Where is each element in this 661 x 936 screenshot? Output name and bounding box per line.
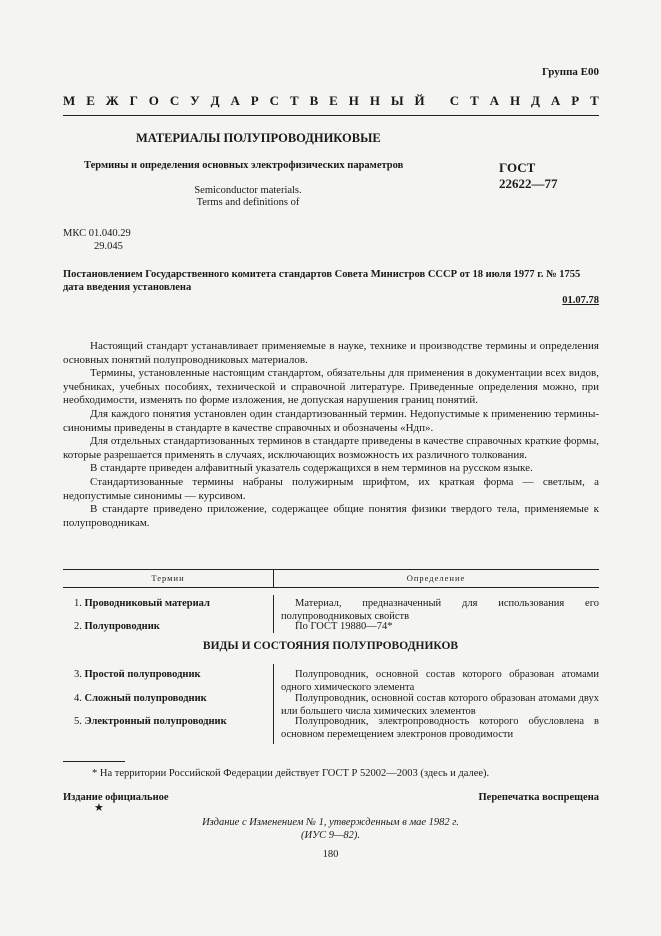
- table-row-definition: Полупроводник, основной состав которого образован атомами двух или большего числа химических элементов: [281, 693, 599, 717]
- paragraph: Для отдельных стандартизованных терминов в стандарте приведены в качестве справочных краткие формы, которые разрешается применять в случаях, исключающих возможность их различного толкования.: [63, 435, 599, 461]
- table-row-term: 4. Сложный полупроводник: [74, 693, 207, 704]
- decree-line2: дата введения установлена: [63, 282, 192, 293]
- banner-letter: Ж: [105, 93, 119, 108]
- gost-label: ГОСТ: [499, 160, 536, 175]
- header-divider: [273, 569, 274, 587]
- decree-line1: Постановлением Государственного комитета стандартов Совета Министров СССР от 18 июля 1977 г. № 1755: [63, 269, 581, 280]
- table-row-definition: Материал, предназначенный для использования его полупроводниковых свойств: [281, 598, 599, 622]
- banner-letter: Т: [590, 93, 599, 108]
- banner-gap: [436, 93, 439, 109]
- reprint-prohibited: Перепечатка воспрещена: [478, 792, 599, 803]
- banner-letter: У: [190, 93, 200, 108]
- edition-line2: (ИУС 9—82).: [301, 830, 360, 841]
- table-row-term: 5. Электронный полупроводник: [74, 716, 227, 727]
- banner-rule: [63, 115, 599, 116]
- gost-number: 22622—77: [499, 176, 558, 191]
- paragraph: Для каждого понятия установлен один стандартизованный термин. Недопустимые к применению термины-синонимы приведены в стандарте в качестве справочных и обозначены «Ндп».: [63, 407, 599, 434]
- banner-letter: В: [309, 93, 319, 108]
- document-title: МАТЕРИАЛЫ ПОЛУПРОВОДНИКОВЫЕ: [136, 131, 381, 145]
- introduction-date: 01.07.78: [562, 295, 599, 306]
- footnote-rule: [63, 761, 125, 762]
- banner-letter: Р: [571, 93, 580, 108]
- column-divider: [273, 664, 274, 744]
- mks-code-1: МКС 01.040.29: [63, 228, 131, 239]
- banner-letter: Г: [129, 93, 138, 108]
- paragraph: Стандартизованные термины набраны полужирным шрифтом, их краткая форма — светлым, а недопустимые синонимы — курсивом.: [63, 475, 599, 502]
- document-subtitle: Термины и определения основных электрофизических параметров: [84, 160, 404, 171]
- banner-letter: Н: [348, 93, 359, 108]
- group-code: Группа Е00: [541, 66, 599, 78]
- paragraph: Термины, установленные настоящим стандартом, обязательны для применения в документации всех видов, учебниках, учебных пособиях, технической и справочной литературе. Приведенные определения можно, при необходимости, изменять по форме изложения, не допуская нарушения границ понятий.: [63, 367, 599, 407]
- banner-letter: Р: [250, 93, 259, 108]
- star-icon: ★: [94, 802, 104, 814]
- banner-letter: А: [489, 93, 500, 108]
- banner-letter: Е: [86, 93, 95, 108]
- banner-letter: А: [550, 93, 561, 108]
- page-number: 180: [322, 849, 339, 860]
- edition-line1: Издание с Изменением № 1, утвержденным в мае 1982 г.: [202, 817, 459, 828]
- banner-letter: А: [230, 93, 240, 108]
- banner-letter: Н: [369, 93, 380, 108]
- banner-letter: Н: [509, 93, 521, 108]
- mks-code-2: 29.045: [94, 241, 123, 252]
- edition-note: [0, 816, 661, 842]
- banner-letter: О: [148, 93, 159, 108]
- preamble: [63, 340, 599, 530]
- section-heading: ВИДЫ И СОСТОЯНИЯ ПОЛУПРОВОДНИКОВ: [202, 640, 459, 652]
- banner-letter: Й: [414, 93, 425, 108]
- banner-letter: Д: [531, 93, 540, 108]
- standard-banner: [63, 93, 599, 109]
- footnote: * На территории Российской Федерации действует ГОСТ Р 52002—2003 (здесь и далее).: [92, 768, 490, 779]
- table-row-definition: Полупроводник, основной состав которого образован атомами одного химического элемента: [281, 669, 599, 693]
- table-row-term: 2. Полупроводник: [74, 621, 160, 632]
- decree-text: [63, 268, 599, 294]
- table-row-term: 1. Проводниковый материал: [74, 598, 210, 609]
- official-edition: Издание официальное: [63, 792, 169, 803]
- banner-letter: Т: [289, 93, 299, 108]
- table-row-definition: По ГОСТ 19880—74*: [295, 621, 393, 632]
- paragraph: В стандарте приведено приложение, содержащее общие понятия физики твердого тела, применяемые к полупроводникам.: [63, 503, 599, 529]
- table-row-term: 3. Простой полупроводник: [74, 669, 201, 680]
- table-header: [63, 570, 599, 587]
- column-divider: [273, 595, 274, 633]
- table-row-definition: Полупроводник, электропроводность которого обусловлена в основном перемещением электронов проводимости: [281, 716, 599, 740]
- banner-letter: С: [169, 93, 180, 108]
- banner-letter: Е: [329, 93, 338, 108]
- banner-letter: Т: [470, 93, 479, 108]
- table-header-rule: [63, 587, 599, 588]
- paragraph: Настоящий стандарт устанавливает применяемые в науке, технике и производстве термины и определения основных понятий полупроводниковых материалов.: [63, 340, 599, 366]
- column-header-definition: Определение: [406, 573, 466, 583]
- paragraph: В стандарте приведен алфавитный указатель содержащихся в нем терминов на русском языке.: [90, 462, 533, 475]
- banner-letter: С: [269, 93, 280, 108]
- english-title-line2: Terms and definitions of: [196, 197, 300, 208]
- banner-letter: Ы: [390, 93, 404, 108]
- banner-letter: С: [449, 93, 460, 108]
- english-title-line1: Semiconductor materials.: [194, 185, 302, 196]
- banner-letter: М: [63, 93, 76, 108]
- column-header-term: Термин: [151, 573, 185, 583]
- banner-letter: Д: [210, 93, 220, 108]
